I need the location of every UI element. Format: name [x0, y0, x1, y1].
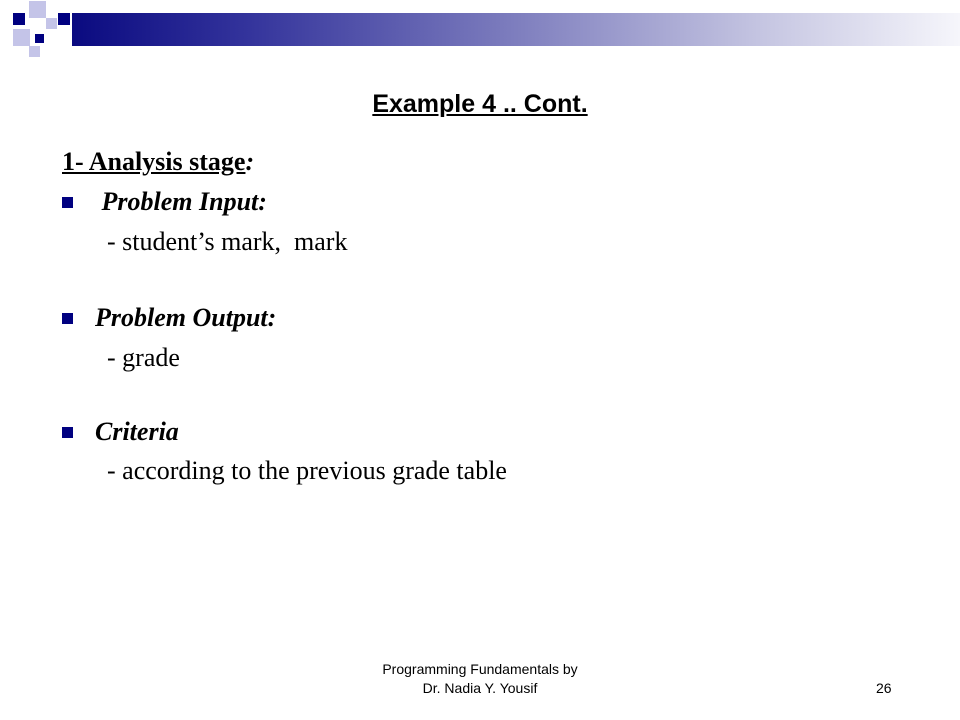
detail-problem-input: - student’s mark, mark: [107, 227, 348, 256]
header-gradient-banner: [72, 13, 960, 46]
bullet-label-criteria: Criteria: [95, 417, 179, 446]
square-bullet-icon: [62, 197, 73, 208]
decor-square-icon: [29, 46, 40, 57]
footer-line-1: Programming Fundamentals by: [382, 661, 578, 677]
square-bullet-icon: [62, 313, 73, 324]
detail-problem-output: - grade: [107, 343, 180, 372]
decor-square-icon: [58, 13, 70, 25]
stage-heading-colon: :: [245, 147, 255, 176]
slide-title: [0, 84, 960, 124]
decor-square-icon: [46, 18, 57, 29]
decor-square-icon: [13, 13, 25, 25]
stage-heading: [62, 144, 254, 180]
square-bullet-icon: [62, 427, 73, 438]
stage-heading-label: 1- Analysis stage: [62, 147, 246, 176]
bullet-label-problem-output: Problem Output:: [95, 303, 277, 332]
decor-square-icon: [35, 34, 44, 43]
slide-title-text: Example 4 .. Cont.: [372, 90, 588, 118]
decor-square-icon: [29, 1, 46, 18]
page-number: 26: [876, 680, 892, 696]
detail-criteria: - according to the previous grade table: [107, 456, 507, 485]
bullet-item-problem-output: [62, 300, 276, 336]
decor-square-icon: [13, 29, 30, 46]
bullet-item-problem-input: [62, 184, 267, 220]
bullet-label-problem-input: Problem Input:: [95, 187, 267, 216]
slide-footer: [320, 660, 640, 698]
bullet-item-criteria: [62, 414, 179, 450]
footer-line-2: Dr. Nadia Y. Yousif: [422, 680, 538, 696]
